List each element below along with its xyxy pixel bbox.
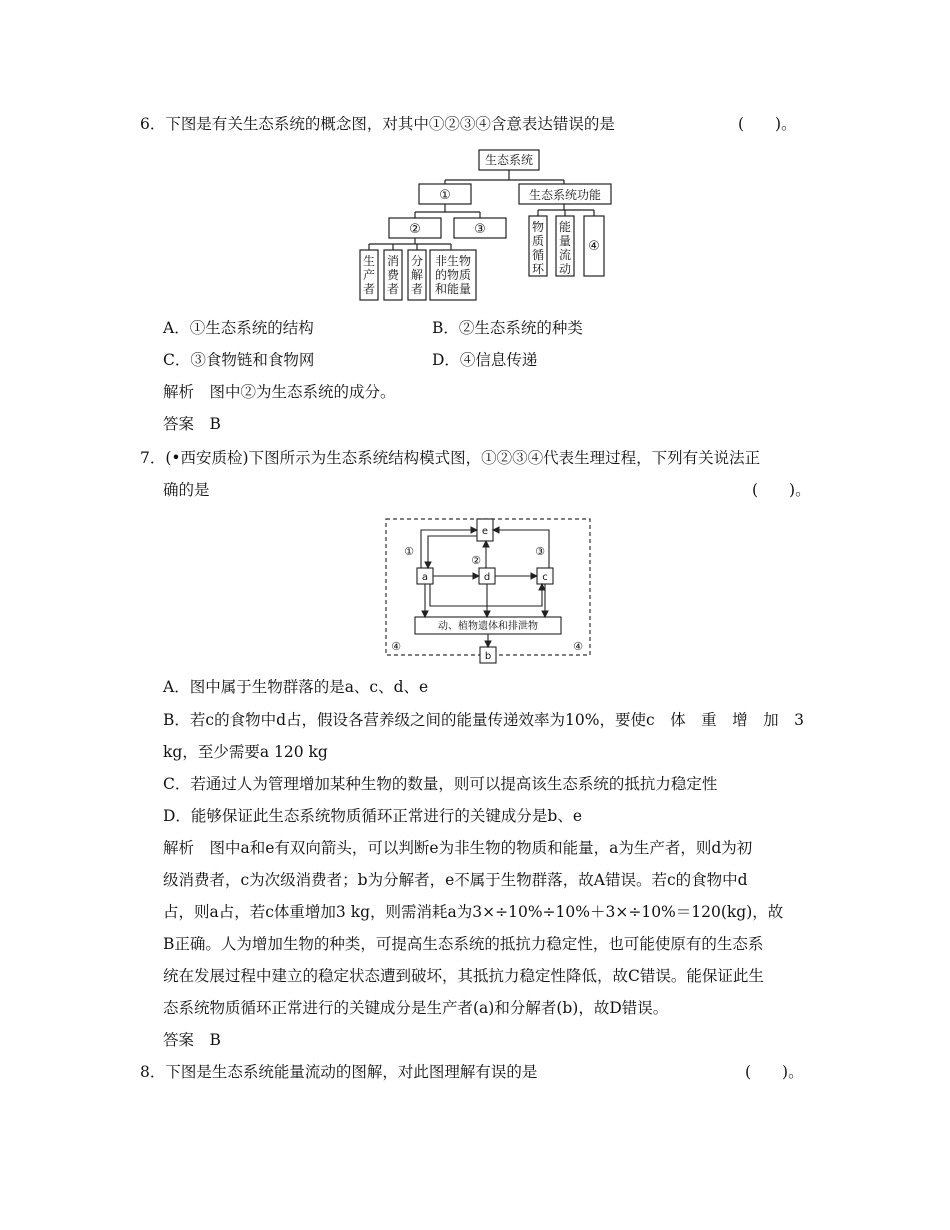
cycle-char: 质 [531,234,545,248]
q6-option-a: A．①生态系统的结构 [163,319,314,337]
consumer-char: 费 [386,268,400,282]
abiotic-line: 和能量 [434,282,472,296]
cycle-char: 环 [531,262,545,276]
q6-option-b: B．②生态系统的种类 [432,319,583,337]
flow-char: 流 [558,248,572,262]
label-d: d [483,572,491,583]
producer-char: 生 [362,254,376,268]
consumer-char: 消 [386,254,400,268]
q6-option-c: C．③食物链和食物网 [163,351,315,369]
n2-label: ② [409,222,421,237]
q6-answer-blank: ( )。 [738,115,797,133]
q7-analysis-line5: 统在发展过程中建立的稳定状态遭到破坏，其抵抗力稳定性降低，故C错误。能保证此生 [163,967,764,985]
label-p1: ① [404,545,414,558]
q7-analysis-line2: 级消费者，c为次级消费者；b为分解者，e不属于生物群落，故A错误。若c的食物中d [163,871,748,889]
n4-label: ④ [588,239,600,254]
q7-answer: 答案 B [163,1031,221,1049]
producer-char: 产 [362,268,376,282]
cycle-char: 物 [531,220,545,234]
flow-char: 动 [558,262,572,276]
q7-answer-blank: ( )。 [752,481,811,499]
decomposer-char: 解 [410,268,424,282]
q6-stem: 6．下图是有关生态系统的概念图，对其中①②③④含意表达错误的是 [140,115,615,133]
flow-char: 量 [558,234,572,248]
q8-stem: 8．下图是生态系统能量流动的图解，对此图理解有误的是 [140,1063,538,1081]
q7-analysis-line1: 解析 图中a和e有双向箭头，可以判断e为非生物的物质和能量，a为生产者，则d为初 [163,839,753,857]
q7-analysis-line6: 态系统物质循环正常进行的关键成分是生产者(a)和分解者(b)，故D错误。 [163,999,669,1017]
q7-option-b-line2: kg，至少需要a 120 kg [163,743,328,761]
n3-label: ③ [474,222,486,237]
cycle-char: 循 [531,248,545,262]
function-label: 生态系统功能 [528,188,602,202]
decomposer-char: 者 [410,282,424,296]
label-p2: ② [471,554,481,567]
label-remains: 动、植物遗体和排泄物 [438,621,538,632]
flow-char: 能 [558,220,572,234]
q7-option-c: C．若通过人为管理增加某种生物的数量，则可以提高该生态系统的抵抗力稳定性 [163,775,718,793]
q7-stem-line1: 7．(•西安质检)下图所示为生态系统结构模式图，①②③④代表生理过程，下列有关说法正 [140,449,761,467]
n1-label: ① [439,188,451,203]
producer-char: 者 [362,282,376,296]
label-b: b [484,651,492,662]
q7-option-b-line1: B．若c的食物中d占，假设各营养级之间的能量传递效率为10%，要使c 体 重 增 加 3 [163,711,804,729]
label-p3: ③ [535,545,545,558]
abiotic-line: 的物质 [434,268,472,282]
label-a: a [421,572,429,583]
q7-analysis-line3: 占，则a占，若c体重增加3 kg，则需消耗a为3×÷10%÷10%＋3×÷10%＝120(kg)，故 [163,903,784,921]
label-e: e [481,526,489,537]
root-label: 生态系统 [484,153,534,167]
ecosystem-concept-diagram [355,146,645,306]
q7-option-d: D．能够保证此生态系统物质循环正常进行的关键成分是b、e [163,807,583,825]
q6-option-d: D．④信息传递 [432,351,538,369]
label-p4-left: ④ [391,640,401,653]
q8-answer-blank: ( )。 [745,1063,804,1081]
decomposer-char: 分 [410,254,424,268]
label-p4-right: ④ [573,640,583,653]
ecosystem-structure-diagram [384,516,594,664]
consumer-char: 者 [386,282,400,296]
q7-analysis-line4: B正确。人为增加生物的种类，可提高生态系统的抵抗力稳定性，也可能使原有的生态系 [163,935,764,953]
q6-answer: 答案 B [163,415,221,433]
label-c: c [542,572,548,583]
abiotic-line: 非生物 [434,254,472,268]
q6-analysis: 解析 图中②为生态系统的成分。 [163,383,396,401]
q7-option-a: A．图中属于生物群落的是a、c、d、e [163,678,429,696]
q7-stem-line2: 确的是 [163,481,210,499]
